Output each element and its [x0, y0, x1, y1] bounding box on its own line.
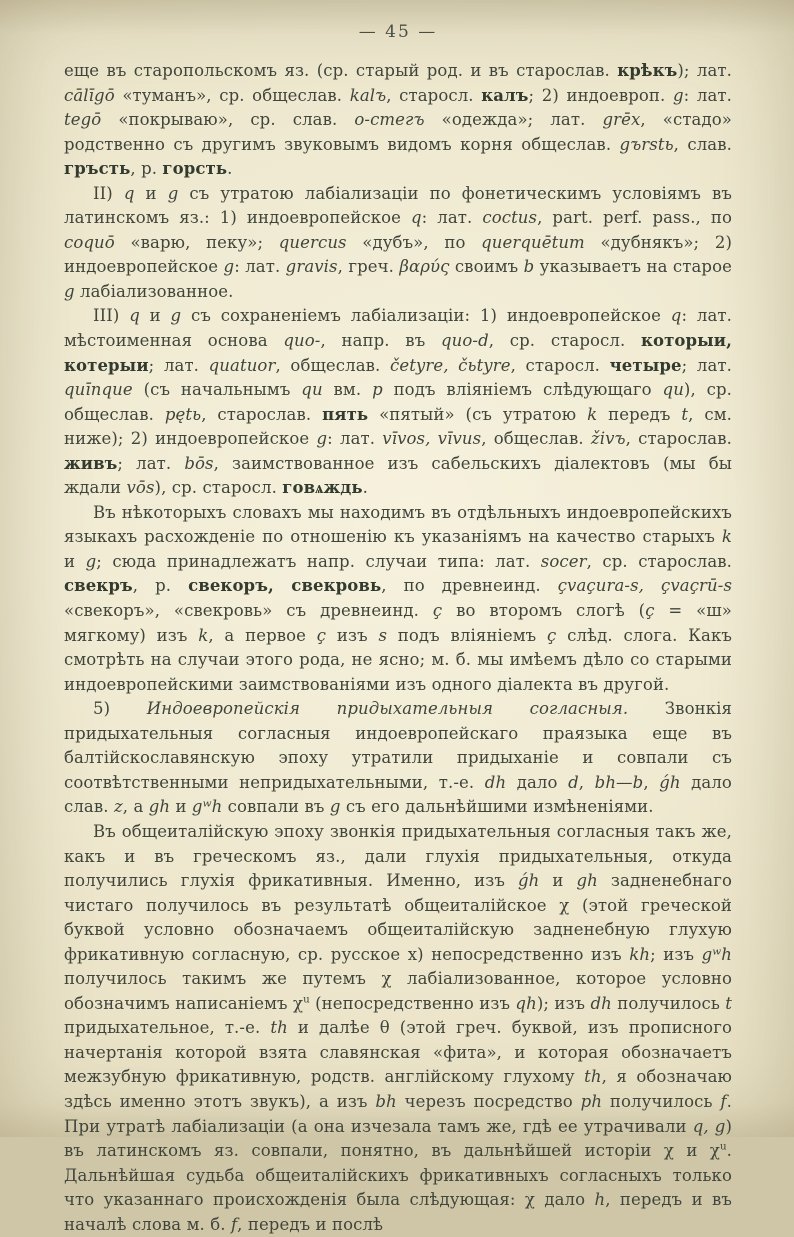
text-segment: cālīgō — [64, 85, 115, 105]
paragraph — [64, 304, 732, 500]
text-segment: gh — [576, 871, 598, 891]
text-segment: . При утратѣ лабіализаціи (а она изчезала тамъ же, гдѣ ее утрачивали — [64, 1091, 732, 1136]
text-segment: th — [584, 1067, 602, 1087]
text-segment: , старосл. — [510, 355, 610, 375]
paragraph — [64, 182, 732, 305]
text-segment: свекоръ, свекровь — [188, 576, 382, 596]
text-segment: совпали въ — [222, 797, 330, 817]
text-segment: k — [721, 527, 732, 547]
text-segment: лабіализованное. — [74, 281, 234, 301]
text-segment: četyre, čьtyre — [389, 355, 511, 375]
text-segment: , старосл. — [386, 85, 482, 105]
text-segment: , я обозначаю здѣсь именно этотъ звукъ), а изъ — [64, 1067, 732, 1111]
text-segment: , передъ и послѣ — [237, 1214, 384, 1234]
text-segment: , общеслав. — [275, 355, 390, 375]
text-segment: пять — [322, 404, 369, 424]
text-segment: = «ш» мягкому) изъ — [64, 601, 732, 645]
text-segment: II) — [93, 183, 124, 203]
text-segment: : лат. — [683, 85, 732, 105]
text-segment: получилось — [602, 1091, 721, 1111]
text-segment: f — [720, 1091, 727, 1111]
text-segment: , передъ и въ началѣ слова м. б. — [64, 1190, 733, 1234]
text-segment: bh — [375, 1091, 397, 1111]
text-segment: и далѣе θ (этой греч. буквой, изъ прописного начертанія которой взята славянская «фита», и которая обозначаетъ межзубную фрикативную, родств. англійскому глухому — [64, 1018, 732, 1087]
text-segment: свекръ — [64, 576, 133, 596]
text-segment: g — [316, 429, 328, 449]
text-segment: coquō — [64, 232, 115, 252]
text-segment: и — [64, 551, 86, 571]
paragraph — [64, 59, 732, 182]
text-segment: (съ начальнымъ — [132, 380, 302, 400]
text-segment: qh — [515, 993, 537, 1013]
text-segment: quercus — [278, 232, 347, 252]
text-segment: bh — [594, 772, 617, 792]
text-segment: ç — [316, 625, 327, 645]
text-segment: vōs — [126, 478, 155, 498]
text-segment: th — [270, 1018, 288, 1038]
text-segment: , общеслав. — [481, 429, 591, 449]
text-segment: k — [198, 625, 209, 645]
text-segment: gh — [148, 797, 171, 817]
text-segment: , заимствованное изъ сабельскихъ діалектовъ (мы бы ждали — [64, 453, 732, 498]
text-segment: говѧждь — [282, 478, 363, 498]
text-segment: s — [378, 625, 388, 645]
text-segment: quīnque — [64, 380, 133, 400]
text-segment: b — [523, 257, 535, 277]
text-segment: b — [632, 772, 644, 792]
text-segment: калъ — [481, 85, 529, 105]
text-segment: ) въ латинскомъ яз. совпали, понятно, въ дальнѣйшей исторіи χ и χ — [64, 1116, 732, 1161]
text-segment: «пятый» (съ утратою — [368, 404, 588, 424]
text-segment: горсть — [162, 159, 228, 179]
text-segment: четыре — [609, 355, 682, 375]
text-segment: и — [170, 797, 192, 817]
text-segment: k — [587, 404, 598, 424]
text-segment: и — [134, 183, 168, 203]
text-segment: «варю, пеку»; — [114, 232, 279, 252]
text-segment: подъ вліяніемъ — [387, 625, 548, 645]
text-segment: , р. — [132, 576, 189, 596]
text-segment: передъ — [597, 404, 682, 424]
text-segment: ǵh — [517, 871, 540, 891]
text-segment: h — [594, 1190, 606, 1210]
text-segment: 5) — [93, 699, 147, 719]
text-segment: Въ нѣкоторыхъ словахъ мы находимъ въ отдѣльныхъ индоевропейскихъ языкахъ расхожденіе по отношенію къ указаніямъ на качество старыхъ — [64, 502, 732, 547]
text-segment: , р. — [130, 159, 163, 179]
text-segment: gъrstь — [619, 134, 674, 154]
text-segment: gʷh — [701, 944, 732, 964]
text-segment: съ его дальнѣйшими измѣненіями. — [340, 797, 654, 817]
text-segment: : лат. — [327, 429, 383, 449]
text-segment: g — [167, 183, 179, 203]
text-segment: q — [670, 306, 682, 326]
text-segment: g — [223, 257, 235, 277]
text-segment: ), ср. общеслав. — [64, 380, 733, 424]
text-segment: živъ — [590, 429, 626, 449]
text-segment: Индоевропейскія придыхательныя согласныя. — [146, 699, 629, 719]
text-segment: quo-d — [440, 331, 489, 351]
text-segment: gravis — [285, 257, 338, 277]
text-segment: , слав. — [673, 134, 732, 154]
text-segment: «дубнякъ»; 2) индоевропейское — [64, 232, 732, 277]
text-segment: tegō — [64, 110, 102, 130]
text-segment: . — [227, 159, 233, 179]
text-segment: которыи, котерыи — [64, 331, 732, 375]
text-segment: ; 2) индоевроп. — [528, 85, 673, 105]
text-segment: «покрываю», ср. слав. — [101, 110, 355, 130]
text-segment: t — [681, 404, 689, 424]
text-segment: quatuor — [208, 355, 276, 375]
text-block — [64, 59, 732, 1237]
text-segment: ph — [580, 1091, 603, 1111]
text-segment: , а первое — [208, 625, 317, 645]
text-segment: ǵh — [659, 772, 681, 792]
text-segment: pętь — [164, 404, 202, 424]
text-segment: querquētum — [481, 232, 585, 252]
text-segment: vīvos, vīvus — [382, 429, 482, 449]
page-number: — 45 — — [358, 22, 438, 42]
text-segment: ç — [432, 601, 443, 621]
text-segment: , part. perf. pass., по — [537, 208, 732, 228]
text-segment: t — [725, 993, 733, 1013]
paragraph — [64, 697, 732, 820]
text-segment: : лат. — [421, 208, 483, 228]
text-segment: ; сюда принадлежатъ напр. случаи типа: лат. — [96, 551, 541, 571]
text-segment: задненебнаго чистаго получилось въ результатѣ общеиталійское χ (этой греческой буквой условно обозначаемъ общеиталійскую задненебную глухую фрикативную согласную, ср. русское х) непосредственно изъ — [64, 871, 732, 964]
text-segment: d — [568, 772, 579, 792]
text-segment: , а — [122, 797, 149, 817]
text-segment: kalъ — [349, 85, 387, 105]
text-segment: и — [139, 306, 171, 326]
text-segment: дало — [506, 772, 569, 792]
text-segment: «туманъ», ср. общеслав. — [114, 85, 350, 105]
text-segment: своимъ — [449, 257, 524, 277]
text-segment: grēx — [602, 110, 641, 130]
text-segment: вм. — [322, 380, 373, 400]
text-segment: — — [616, 772, 633, 792]
text-segment: kh — [629, 944, 651, 964]
text-segment: qu — [662, 380, 684, 400]
text-segment: , греч. — [337, 257, 400, 277]
text-segment: , напр. въ — [320, 331, 441, 351]
text-segment: ; лат. — [117, 453, 185, 473]
text-segment: q — [123, 183, 135, 203]
text-segment: qu — [301, 380, 323, 400]
text-segment: g — [64, 281, 75, 301]
text-segment: çvaçura-s, çvaçrū-s — [557, 576, 733, 596]
text-segment: слѣд. слога. Какъ смотрѣть на случаи этого рода, не ясно; м. б. мы имѣемъ дѣло со старыми индоевропейскими заимствованіями изъ одного діалекта въ другой. — [64, 625, 732, 694]
text-segment: «свекоръ», «свекровь» съ древнеинд. — [64, 601, 433, 621]
text-segment: . Дальнѣйшая судьба общеиталійскихъ фрикативныхъ согласныхъ только что указаннаго происхожденія была слѣдующая: χ дало — [64, 1141, 732, 1210]
text-segment: , старослав. — [625, 429, 732, 449]
text-segment: g — [170, 306, 182, 326]
text-segment: , — [578, 772, 595, 792]
paragraph — [64, 820, 732, 1237]
text-segment: дало слав. — [64, 772, 732, 817]
text-segment: , по древнеинд. — [381, 576, 558, 596]
text-segment: получилось такимъ же путемъ χ лабіализованное, которое условно обозначимъ написаніемъ χ — [64, 969, 732, 1013]
text-segment: g — [85, 551, 97, 571]
text-segment: f — [230, 1214, 238, 1234]
text-segment: изъ — [326, 625, 379, 645]
text-segment: bōs — [184, 453, 214, 473]
text-segment: ; изъ — [650, 944, 702, 964]
text-segment: крѣкъ — [617, 61, 678, 80]
text-segment: съ утратою лабіализаціи по фонетическимъ условіямъ въ латинскомъ яз.: 1) индоевропейское — [64, 183, 733, 228]
text-segment: и — [539, 871, 577, 891]
text-segment: socer — [540, 551, 587, 571]
text-segment: , — [643, 772, 660, 792]
text-segment: подъ вліяніемъ слѣдующаго — [382, 380, 663, 400]
text-segment: dh — [484, 772, 507, 792]
text-segment: съ сохраненіемъ лабіализаціи: 1) индоевропейское — [181, 306, 671, 326]
text-segment: указываетъ на старое — [534, 257, 732, 277]
text-segment: : лат. мѣстоименная основа — [64, 306, 732, 351]
paragraph — [64, 501, 732, 697]
text-segment: z — [113, 797, 123, 817]
text-segment: : лат. — [234, 257, 286, 277]
text-segment: живъ — [64, 453, 118, 473]
text-segment: q, g — [692, 1116, 726, 1136]
text-segment: (непосредственно изъ — [309, 993, 516, 1013]
text-segment: ; лат. — [681, 355, 732, 375]
text-segment: p — [372, 380, 383, 400]
text-segment: о-стегъ — [354, 110, 425, 130]
text-segment: III) — [93, 306, 130, 326]
text-segment: ç — [547, 625, 557, 645]
text-segment: «одежда»; лат. — [424, 110, 603, 130]
text-segment: «дубъ», по — [346, 232, 482, 252]
text-segment: ); изъ — [536, 993, 591, 1013]
text-segment: во второмъ слогѣ ( — [442, 601, 646, 621]
text-segment: quo- — [283, 331, 321, 351]
text-segment: , «стадо» родственно съ другимъ звуковымъ видомъ корня общеслав. — [64, 110, 732, 154]
text-segment: g — [329, 797, 341, 817]
text-segment: u — [303, 994, 310, 1006]
text-segment: q — [411, 208, 422, 228]
text-segment: получилось — [611, 993, 726, 1013]
text-segment: ); лат. — [677, 61, 732, 80]
text-segment: черезъ посредство — [396, 1091, 581, 1111]
text-segment: Въ общеиталійскую эпоху звонкія придыхательныя согласныя такъ же, какъ и въ греческомъ яз., дали глухія придыхательныя, откуда получились глухія фрикативныя. Именно, изъ — [64, 821, 732, 891]
text-segment: g — [672, 85, 684, 105]
text-segment: q — [129, 306, 140, 326]
text-segment: , ср. старослав. — [586, 551, 732, 571]
text-segment: u — [719, 1141, 727, 1153]
text-segment: coctus — [482, 208, 538, 228]
text-segment: , старослав. — [201, 404, 323, 424]
text-segment: ç — [645, 601, 655, 621]
text-segment: . — [362, 478, 369, 498]
text-segment: придыхательное, т.-е. — [64, 1018, 271, 1038]
text-segment: гръсть — [64, 159, 131, 179]
text-segment: , ср. старосл. — [488, 331, 641, 351]
text-segment: ), ср. старосл. — [154, 478, 283, 498]
text-segment: Звонкія придыхательныя согласныя индоевропейскаго праязыка еще въ балтійскославянскую эпоху утратили придыханіе и совпали съ соотвѣтственными непридыхательными, т.-е. — [64, 699, 732, 792]
text-segment: , см. ниже); 2) индоевропейское — [64, 404, 732, 449]
text-segment: ; лат. — [148, 355, 209, 375]
text-segment: еще въ старопольскомъ яз. (ср. старый род. и въ старослав. — [64, 61, 618, 80]
text-segment: gʷh — [191, 797, 223, 817]
text-segment: βαρύς — [399, 257, 450, 277]
text-segment: dh — [590, 993, 612, 1013]
